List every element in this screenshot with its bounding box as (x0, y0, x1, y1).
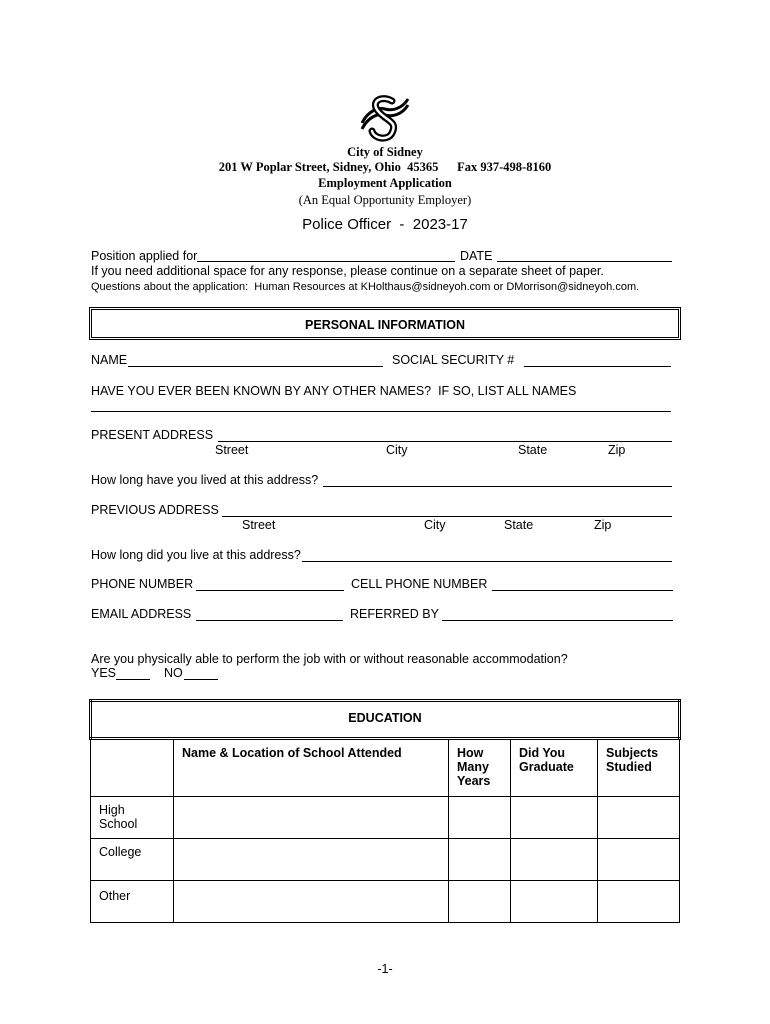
present-address-field[interactable] (218, 441, 672, 442)
questions-note: Questions about the application: Human Resources at KHolthaus@sidneyoh.com or DMorrison@sidneyoh.com. (91, 281, 640, 293)
present-state-caption: State (518, 443, 548, 457)
position-label: Position applied for (91, 249, 198, 263)
org-address: 201 W Poplar Street, Sidney, Ohio 45365 Fax 937-498-8160 (218, 160, 552, 174)
previous-zip-caption: Zip (594, 518, 612, 532)
row-label-other: Other (91, 881, 174, 923)
education-heading: EDUCATION (91, 701, 680, 739)
college-years-cell[interactable] (449, 839, 511, 881)
org-name: City of Sidney (347, 145, 423, 159)
personal-info-heading: PERSONAL INFORMATION (89, 307, 681, 340)
ssn-field[interactable] (524, 366, 671, 367)
email-field[interactable] (196, 620, 343, 621)
col-years: How Many Years (449, 739, 511, 797)
position-field[interactable] (197, 261, 455, 262)
other-name-cell[interactable] (174, 881, 449, 923)
col-school-name: Name & Location of School Attended (174, 739, 449, 797)
phone-field[interactable] (196, 590, 344, 591)
present-duration-label: How long have you lived at this address? (91, 473, 319, 487)
ssn-label: SOCIAL SECURITY # (392, 353, 515, 367)
previous-city-caption: City (424, 518, 446, 532)
previous-street-caption: Street (242, 518, 276, 532)
name-label: NAME (91, 353, 128, 367)
col-subjects: Subjects Studied (598, 739, 680, 797)
city-logo (358, 93, 412, 143)
other-subjects-cell[interactable] (598, 881, 680, 923)
other-names-field[interactable] (91, 411, 671, 412)
other-years-cell[interactable] (449, 881, 511, 923)
date-field[interactable] (497, 261, 672, 262)
phone-label: PHONE NUMBER (91, 577, 194, 591)
no-field[interactable] (184, 679, 218, 680)
table-row (91, 881, 680, 923)
previous-address-field[interactable] (222, 516, 672, 517)
physical-ability-question: Are you physically able to perform the job with or without reasonable accommodation? (91, 652, 568, 666)
position-title: Police Officer - 2023-17 (302, 216, 468, 233)
college-graduate-cell[interactable] (511, 839, 598, 881)
previous-state-caption: State (504, 518, 534, 532)
name-field[interactable] (128, 366, 383, 367)
space-note: If you need additional space for any response, please continue on a separate sheet of paper. (91, 264, 604, 278)
corner-cell (91, 739, 174, 797)
row-label-college: College (91, 839, 174, 881)
high-school-subjects-cell[interactable] (598, 797, 680, 839)
previous-duration-label: How long did you live at this address? (91, 548, 301, 562)
high-school-name-cell[interactable] (174, 797, 449, 839)
high-school-graduate-cell[interactable] (511, 797, 598, 839)
other-names-label: HAVE YOU EVER BEEN KNOWN BY ANY OTHER NAMES? IF SO, LIST ALL NAMES (91, 384, 577, 398)
present-zip-caption: Zip (608, 443, 626, 457)
college-name-cell[interactable] (174, 839, 449, 881)
present-duration-field[interactable] (323, 486, 672, 487)
yes-field[interactable] (116, 679, 150, 680)
cell-phone-label: CELL PHONE NUMBER (351, 577, 488, 591)
yes-label: YES (91, 666, 117, 680)
row-label-high-school: High School (91, 797, 174, 839)
date-label: DATE (460, 249, 493, 263)
other-graduate-cell[interactable] (511, 881, 598, 923)
education-table (89, 699, 681, 923)
table-row (91, 797, 680, 839)
education-column-header-row (91, 739, 680, 797)
email-label: EMAIL ADDRESS (91, 607, 192, 621)
page-number: -1- (377, 962, 393, 976)
present-address-label: PRESENT ADDRESS (91, 428, 214, 442)
table-row (91, 839, 680, 881)
referred-by-field[interactable] (442, 620, 673, 621)
present-street-caption: Street (215, 443, 249, 457)
previous-duration-field[interactable] (302, 561, 672, 562)
no-label: NO (164, 666, 183, 680)
education-heading-row (91, 701, 680, 739)
referred-by-label: REFERRED BY (350, 607, 439, 621)
previous-address-label: PREVIOUS ADDRESS (91, 503, 219, 517)
col-graduate: Did You Graduate (511, 739, 598, 797)
college-subjects-cell[interactable] (598, 839, 680, 881)
document-title: Employment Application (318, 176, 452, 190)
eoe-statement: (An Equal Opportunity Employer) (298, 193, 472, 207)
present-city-caption: City (386, 443, 408, 457)
cell-phone-field[interactable] (492, 590, 673, 591)
high-school-years-cell[interactable] (449, 797, 511, 839)
